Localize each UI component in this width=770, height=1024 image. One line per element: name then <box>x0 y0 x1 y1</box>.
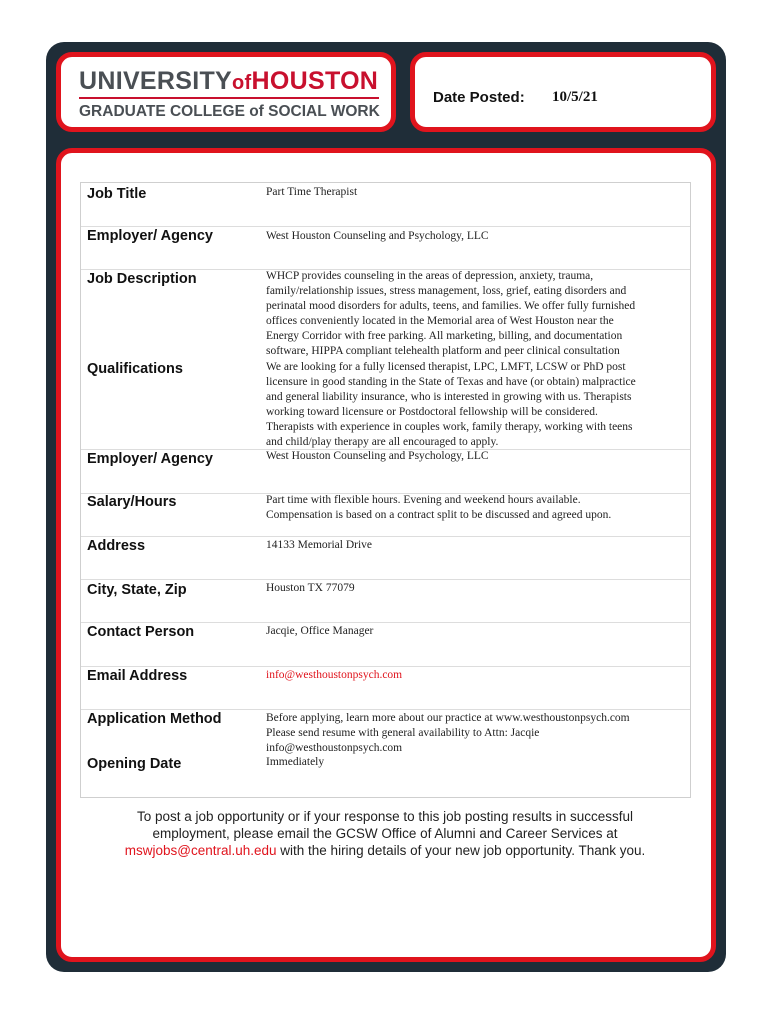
row-application-method <box>81 709 690 754</box>
row-address <box>81 536 690 580</box>
row-label: Application Method <box>87 711 222 727</box>
row-label: Job Description <box>87 271 197 287</box>
row-employer-agency <box>81 226 690 270</box>
row-label: Salary/Hours <box>87 494 177 510</box>
row-value: West Houston Counseling and Psychology, LLC <box>266 450 489 462</box>
row-label: Contact Person <box>87 624 195 640</box>
row-job-description <box>81 269 690 359</box>
row-label: Qualifications <box>87 361 183 377</box>
contact-email-link[interactable]: mswjobs@central.uh.edu <box>124 843 277 858</box>
row-value: Immediately <box>266 756 325 768</box>
footer-note: To post a job opportunity or if your response to this job posting results in successful employment, please email the GCSW Office of Alumni and Career Services at mswjobs@central.uh.edu with the hiring details of your new job opportunity. Thank you. <box>124 809 646 858</box>
university-logo <box>56 52 396 132</box>
row-qualifications <box>81 359 690 450</box>
row-value: West Houston Counseling and Psychology, LLC <box>266 230 489 242</box>
logo-divider <box>79 97 379 99</box>
date-posted-box <box>410 52 716 132</box>
row-job-title <box>81 183 690 227</box>
row-salary-hours <box>81 493 690 537</box>
logo-university-name: UNIVERSITYofHOUSTON <box>79 67 379 95</box>
row-value: Houston TX 77079 <box>266 582 355 594</box>
row-value: We are looking for a fully licensed therapist, LPC, LMFT, LCSW or PhD post licensure in good standing in the State of Texas and have (or obtain) malpractice and general liability insurance, who is interested in growing with us. Therapists working toward licensure or Postdoctoral fellowship will be considered. Therapists with experience in couples work, family therapy, working with teens and child/play therapy are all encouraged to apply. <box>266 361 636 448</box>
logo-college-name: GRADUATE COLLEGE of SOCIAL WORK <box>79 103 380 120</box>
row-value: Jacqie, Office Manager <box>266 625 374 637</box>
row-label: Email Address <box>87 668 188 684</box>
row-value: WHCP provides counseling in the areas of depression, anxiety, trauma, family/relationship issues, stress management, loss, grief, eating disorders and perinatal mood disorders for adults, teens, and families. We offer fully furnished offices conveniently located in the Memorial area of West Houston near the Energy Corridor with free parking. All marketing, billing, and documentation software, HIPPA compliant telehealth platform and peer clinical consultation <box>266 270 636 357</box>
row-city-state-zip <box>81 579 690 623</box>
row-label: Address <box>87 538 146 554</box>
row-email-address <box>81 666 690 710</box>
job-posting-table <box>80 182 691 798</box>
row-employer-agency-2 <box>81 449 690 494</box>
row-value: 14133 Memorial Drive <box>266 539 373 551</box>
row-opening-date <box>81 754 690 798</box>
row-value: Before applying, learn more about our practice at www.westhoustonpsych.com Please send resume with general availability to Attn: Jacqie info@westhoustonpsych.com <box>266 712 630 754</box>
date-posted-value: 10/5/21 <box>552 89 598 105</box>
row-label: Job Title <box>87 186 147 202</box>
date-posted-label: Date Posted: <box>433 89 525 106</box>
row-value: Part time with flexible hours. Evening and weekend hours available. Compensation is based on a contract split to be discussed and agreed upon. <box>266 494 612 521</box>
row-value: Part Time Therapist <box>266 186 358 198</box>
row-label: Employer/ Agency <box>87 228 213 244</box>
email-link[interactable]: info@westhoustonpsych.com <box>266 669 403 681</box>
row-contact-person <box>81 622 690 667</box>
row-label: Employer/ Agency <box>87 451 213 467</box>
row-label: City, State, Zip <box>87 582 187 598</box>
row-label: Opening Date <box>87 756 182 772</box>
